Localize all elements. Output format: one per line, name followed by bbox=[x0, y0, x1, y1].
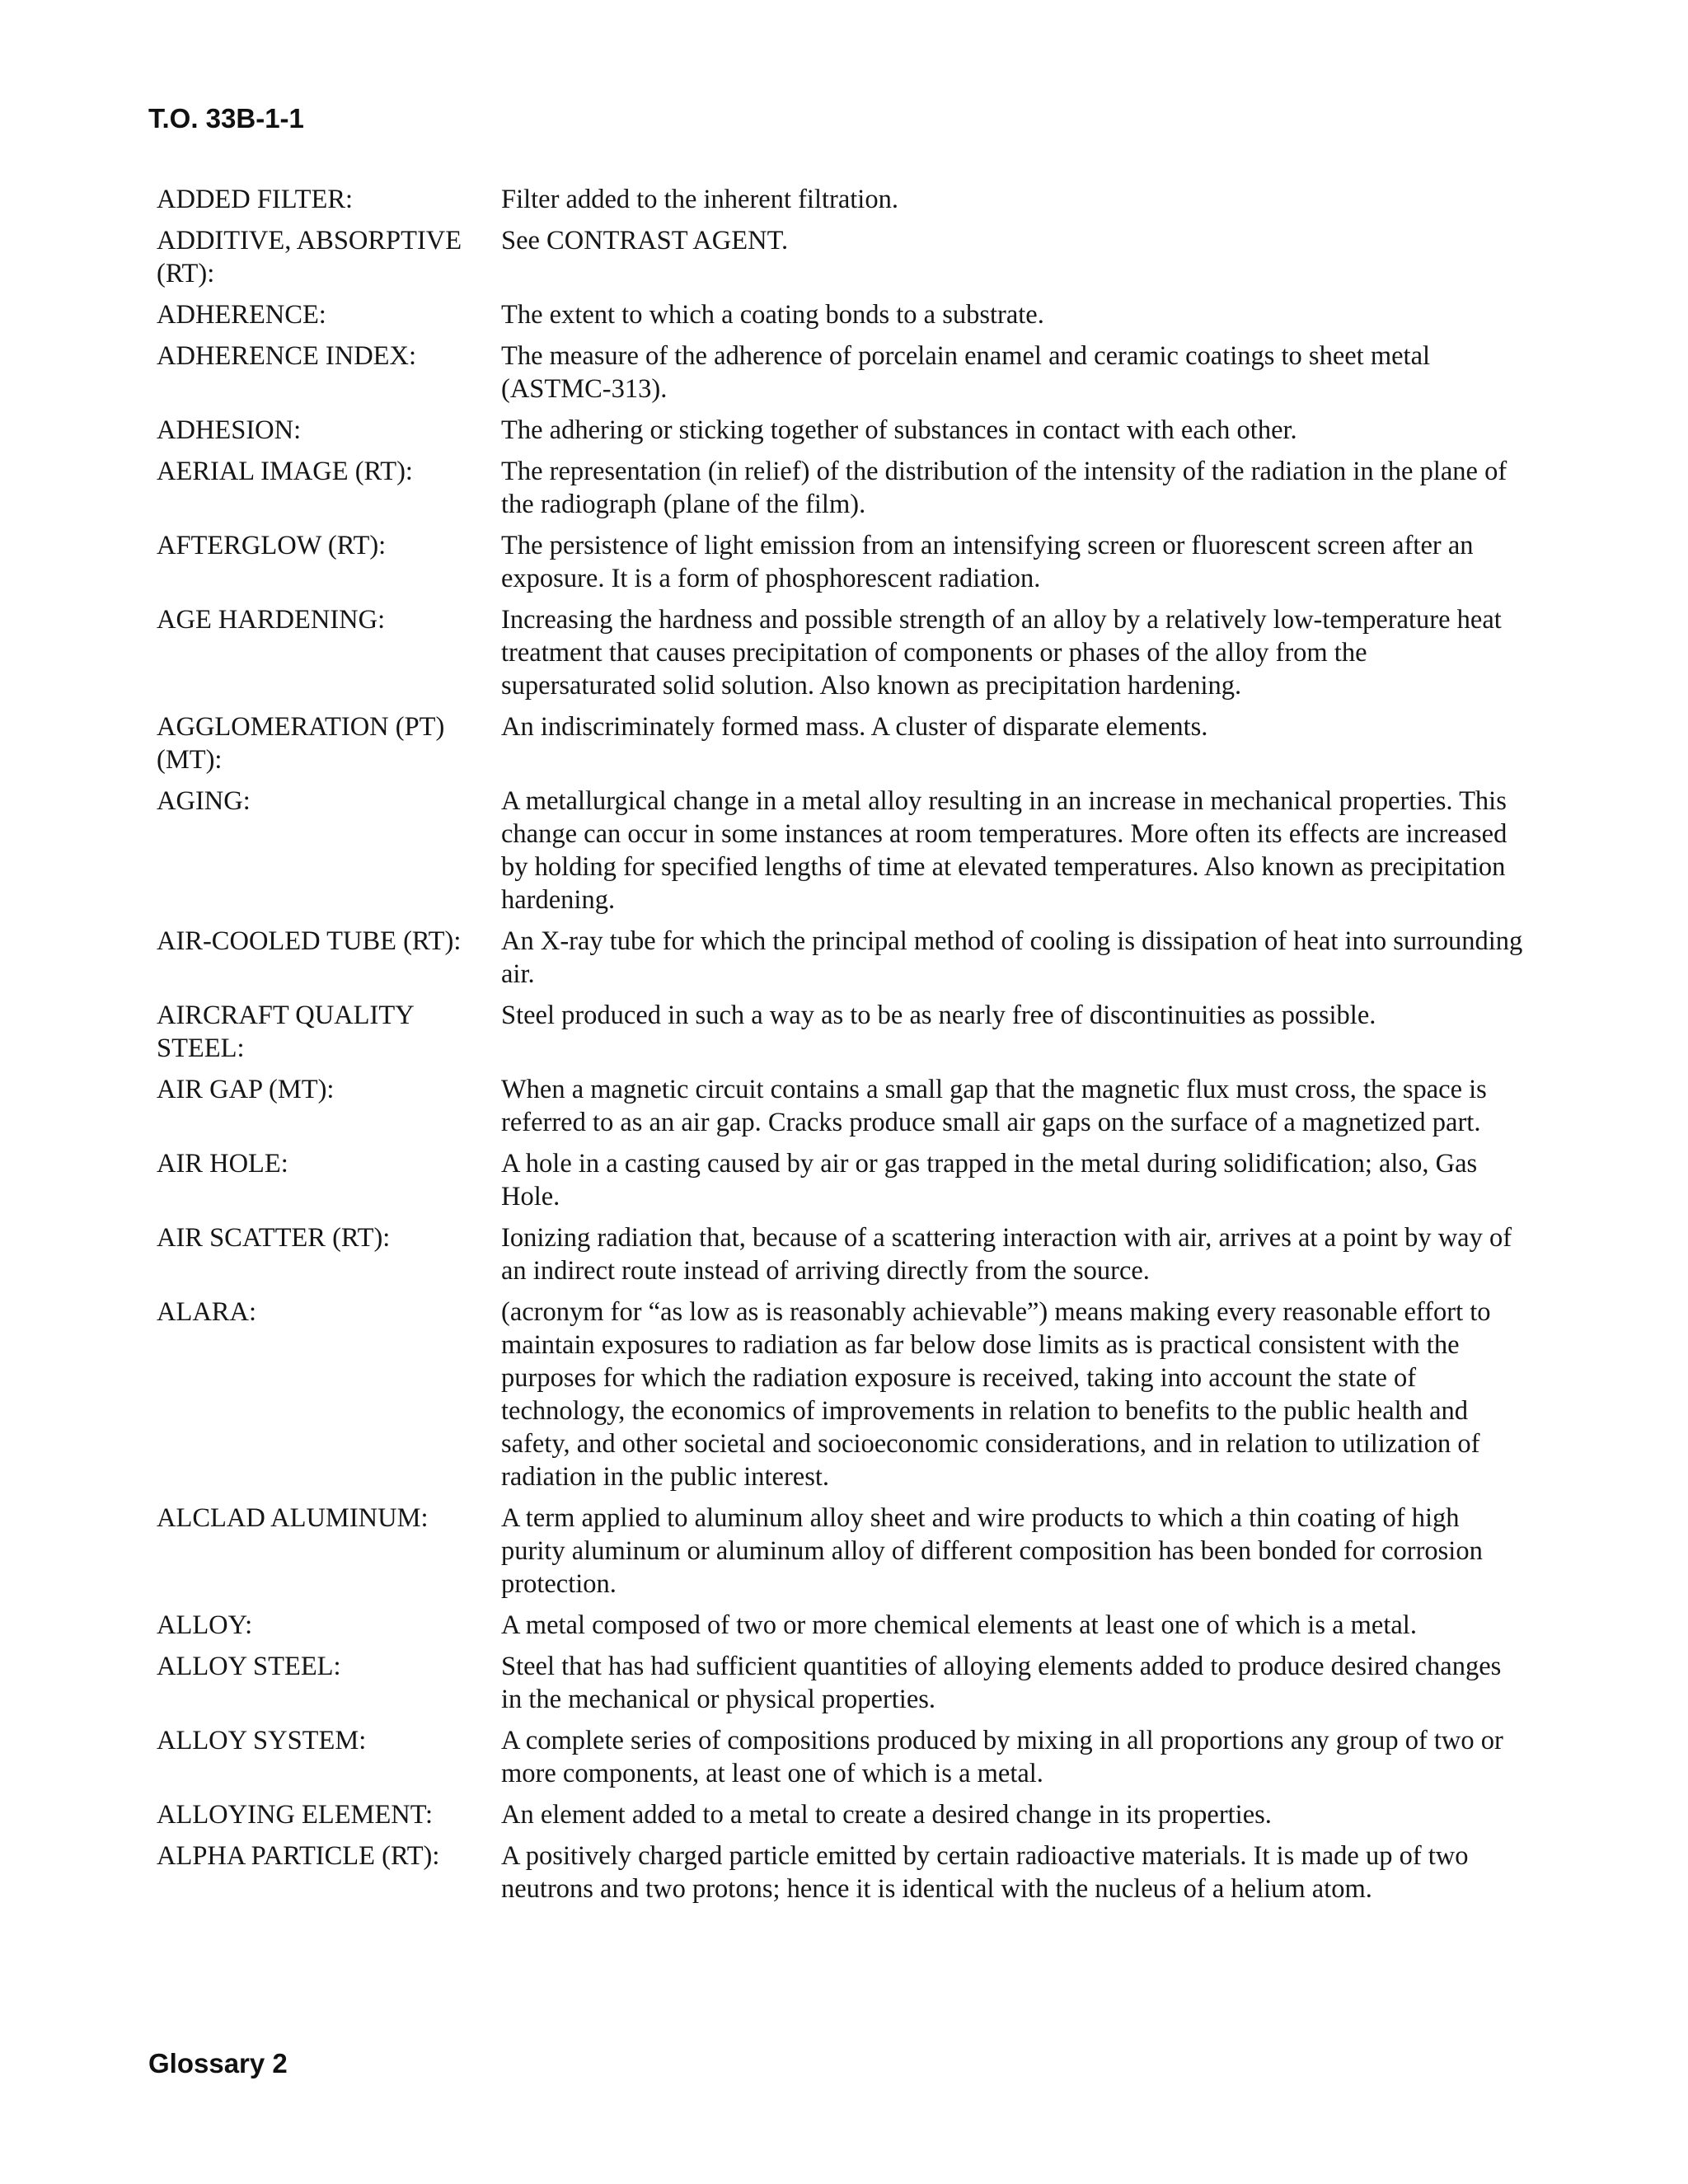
glossary-entry bbox=[157, 298, 1523, 331]
glossary-term: AFTERGLOW (RT): bbox=[157, 531, 387, 560]
glossary-term: ADDITIVE, ABSORPTIVE (RT): bbox=[157, 226, 462, 288]
glossary-entry bbox=[157, 785, 1523, 916]
glossary-term: AIR SCATTER (RT): bbox=[157, 1223, 391, 1253]
glossary-term: ALLOYING ELEMENT: bbox=[157, 1800, 434, 1830]
glossary-entry bbox=[157, 224, 1523, 290]
glossary-definition: The extent to which a coating bonds to a substrate. bbox=[501, 300, 1044, 330]
glossary-entry bbox=[157, 1221, 1523, 1287]
glossary-definition: When a magnetic circuit contains a small gap that the magnetic flux must cross, the space is referred to as an air gap. Cracks produce small air gaps on the surface of a magnetized part. bbox=[501, 1075, 1487, 1137]
glossary-definition: The persistence of light emission from an intensifying screen or fluorescent screen after an exposure. It is a form of phosphorescent radiation. bbox=[501, 531, 1474, 593]
glossary-entry bbox=[157, 1724, 1523, 1790]
glossary-entry bbox=[157, 1650, 1523, 1716]
glossary-definition: Steel that has had sufficient quantities of alloying elements added to produce desired changes in the mechanical or physical properties. bbox=[501, 1652, 1502, 1714]
glossary-definition: The adhering or sticking together of substances in contact with each other. bbox=[501, 415, 1297, 445]
glossary-entry bbox=[157, 340, 1523, 405]
glossary-term: AIR GAP (MT): bbox=[157, 1075, 335, 1104]
glossary-definition: A metal composed of two or more chemical elements at least one of which is a metal. bbox=[501, 1610, 1417, 1640]
glossary-entry bbox=[157, 1609, 1523, 1642]
glossary-entry bbox=[157, 603, 1523, 702]
glossary-definition: Filter added to the inherent filtration. bbox=[501, 185, 898, 214]
glossary-term: ALPHA PARTICLE (RT): bbox=[157, 1841, 440, 1871]
glossary-definition: Steel produced in such a way as to be as nearly free of discontinuities as possible. bbox=[501, 1001, 1376, 1030]
glossary-entry bbox=[157, 1147, 1523, 1213]
glossary-definition: The measure of the adherence of porcelain enamel and ceramic coatings to sheet metal (ASTMC-313). bbox=[501, 341, 1431, 404]
glossary-term: AIR-COOLED TUBE (RT): bbox=[157, 926, 462, 956]
glossary-term: ALARA: bbox=[157, 1297, 256, 1327]
glossary-definition: A complete series of compositions produced by mixing in all proportions any group of two or more components, at least one of which is a metal. bbox=[501, 1726, 1503, 1788]
glossary-entry bbox=[157, 455, 1523, 521]
glossary-definition: Increasing the hardness and possible strength of an alloy by a relatively low-temperature heat treatment that causes precipitation of components or phases of the alloy from the supersaturated solid solution. Also known as precipitation hardening. bbox=[501, 605, 1502, 701]
glossary-term: ALLOY: bbox=[157, 1610, 253, 1640]
glossary-term: AIRCRAFT QUALITY STEEL: bbox=[157, 1001, 414, 1063]
glossary-term: AERIAL IMAGE (RT): bbox=[157, 457, 413, 486]
glossary-definition: A metallurgical change in a metal alloy resulting in an increase in mechanical properties. This change can occur in some instances at room temperatures. More often its effects are increased by holding for specified lengths of time at elevated temperatures. Also known as precipitation hardening. bbox=[501, 786, 1507, 915]
glossary-entry bbox=[157, 1798, 1523, 1831]
document-id-header: T.O. 33B-1-1 bbox=[148, 103, 304, 134]
glossary-term: AGGLOMERATION (PT) (MT): bbox=[157, 712, 445, 775]
glossary-entry bbox=[157, 529, 1523, 595]
glossary-term: ALLOY SYSTEM: bbox=[157, 1726, 367, 1755]
glossary-term: ADHERENCE INDEX: bbox=[157, 341, 417, 371]
glossary-definition: An indiscriminately formed mass. A cluster of disparate elements. bbox=[501, 712, 1208, 742]
glossary-term: ALLOY STEEL: bbox=[157, 1652, 341, 1681]
glossary-entry bbox=[157, 925, 1523, 991]
glossary-entry bbox=[157, 1296, 1523, 1493]
page-number-footer: Glossary 2 bbox=[148, 2048, 288, 2079]
glossary-term: ADHERENCE: bbox=[157, 300, 326, 330]
glossary-definition: Ionizing radiation that, because of a scattering interaction with air, arrives at a point by way of an indirect route instead of arriving directly from the source. bbox=[501, 1223, 1512, 1286]
glossary-term: ADHESION: bbox=[157, 415, 302, 445]
glossary-definition: See CONTRAST AGENT. bbox=[501, 226, 789, 255]
glossary-list bbox=[157, 183, 1523, 1914]
glossary-term: ALCLAD ALUMINUM: bbox=[157, 1503, 429, 1533]
glossary-entry bbox=[157, 1840, 1523, 1905]
glossary-definition: The representation (in relief) of the distribution of the intensity of the radiation in the plane of the radiograph (plane of the film). bbox=[501, 457, 1507, 519]
glossary-entry bbox=[157, 183, 1523, 216]
glossary-term: AGE HARDENING: bbox=[157, 605, 386, 635]
glossary-term: AGING: bbox=[157, 786, 251, 816]
glossary-definition: A term applied to aluminum alloy sheet and wire products to which a thin coating of high purity aluminum or aluminum alloy of different composition has been bonded for corrosion protection. bbox=[501, 1503, 1483, 1599]
glossary-definition: An X-ray tube for which the principal method of cooling is dissipation of heat into surrounding air. bbox=[501, 926, 1523, 989]
glossary-entry bbox=[157, 710, 1523, 776]
glossary-entry bbox=[157, 999, 1523, 1065]
glossary-entry bbox=[157, 1073, 1523, 1139]
glossary-term: ADDED FILTER: bbox=[157, 185, 354, 214]
glossary-entry bbox=[157, 414, 1523, 447]
glossary-definition: A positively charged particle emitted by certain radioactive materials. It is made up of two neutrons and two protons; hence it is identical with the nucleus of a helium atom. bbox=[501, 1841, 1469, 1904]
glossary-definition: (acronym for “as low as is reasonably achievable”) means making every reasonable effort to maintain exposures to radiation as far below dose limits as is practical consistent with the purposes for which the radiation exposure is received, taking into account the state of technology, the economics of improvements in relation to benefits to the public health and safety, and other societal and socioeconomic considerations, and in relation to utilization of radiation in the public interest. bbox=[501, 1297, 1491, 1492]
glossary-definition: A hole in a casting caused by air or gas trapped in the metal during solidification; also, Gas Hole. bbox=[501, 1149, 1478, 1212]
glossary-entry bbox=[157, 1502, 1523, 1601]
glossary-term: AIR HOLE: bbox=[157, 1149, 288, 1179]
glossary-definition: An element added to a metal to create a desired change in its properties. bbox=[501, 1800, 1272, 1830]
